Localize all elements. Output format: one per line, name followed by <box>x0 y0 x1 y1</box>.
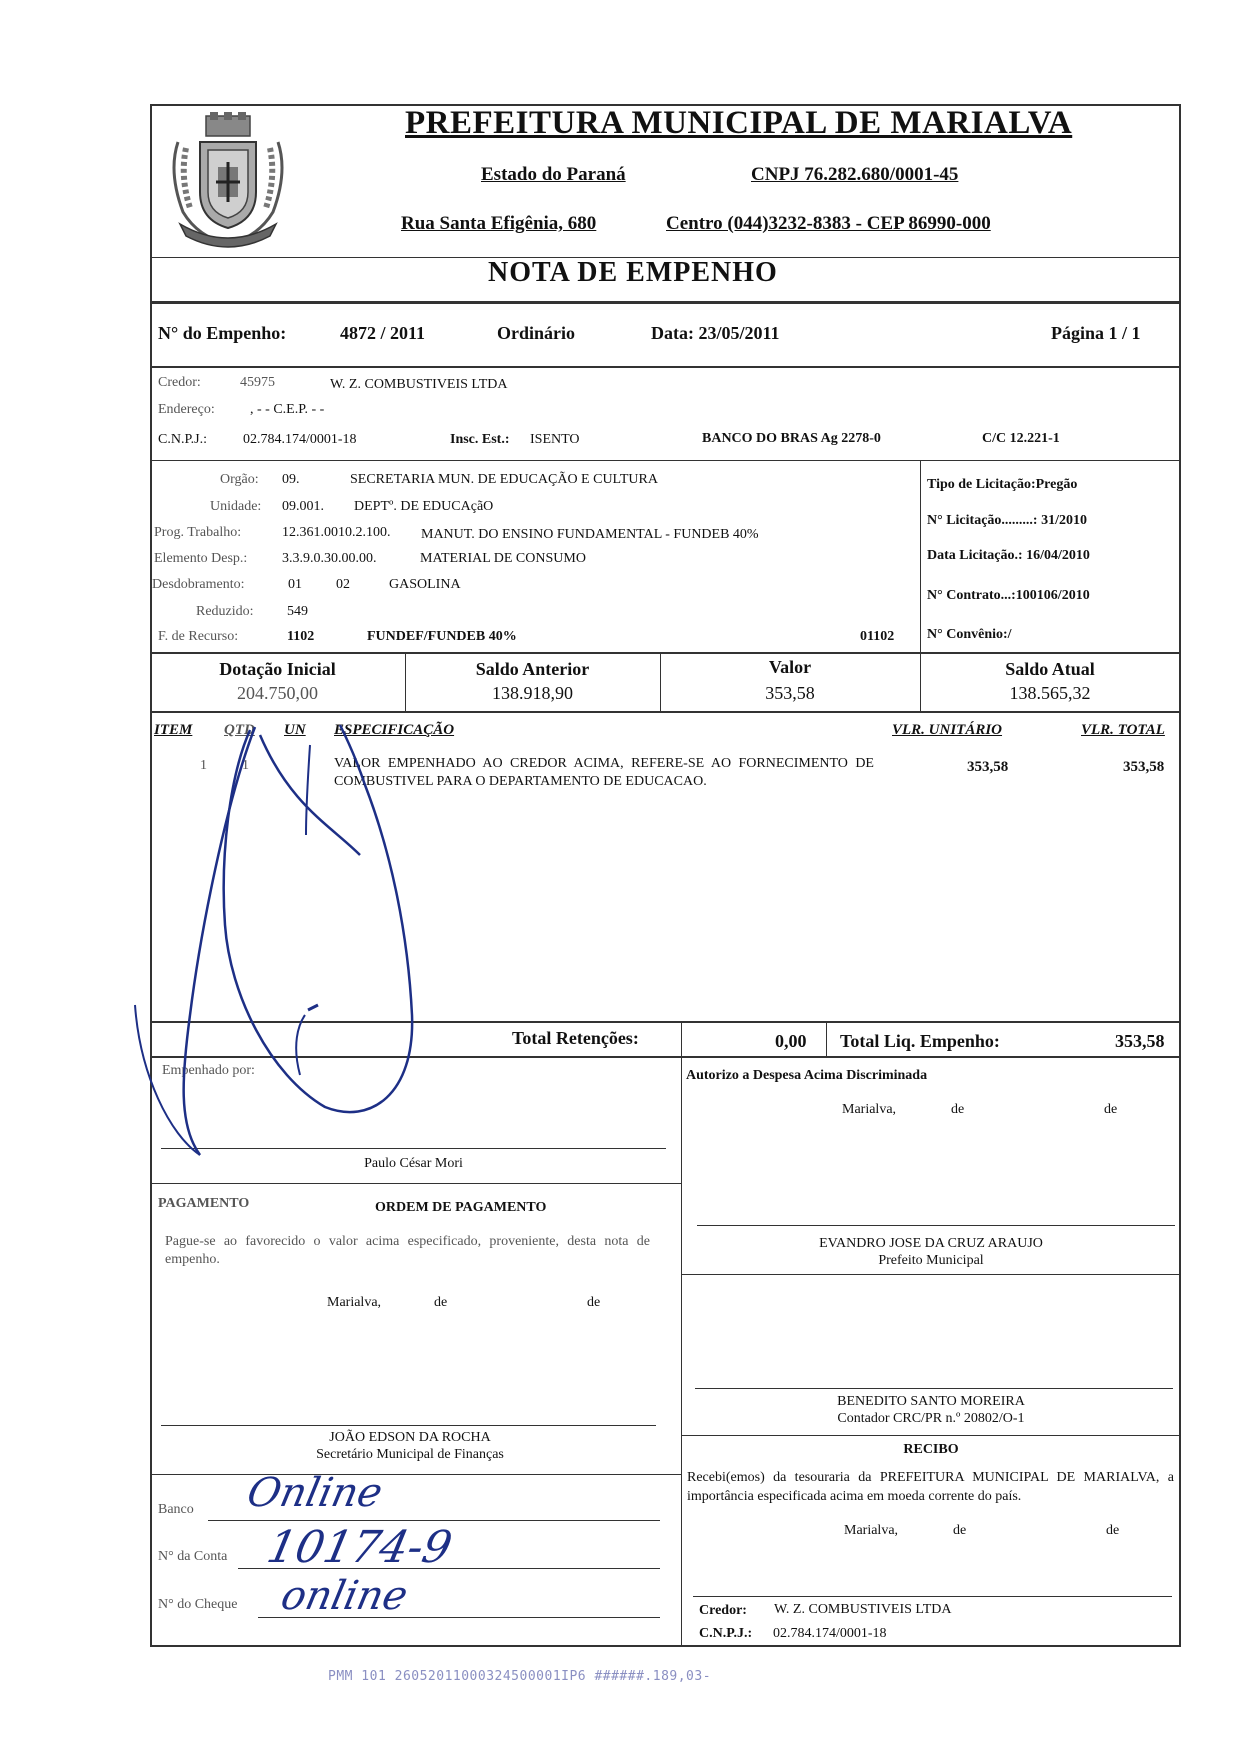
empenhado-label: Empenhado por: <box>162 1063 255 1078</box>
pagamento-de2: de <box>587 1295 601 1310</box>
empenho-page: Página 1 / 1 <box>1051 323 1141 343</box>
saldo-anterior-value: 138.918,90 <box>492 683 573 703</box>
elem-desc: MATERIAL DE CONSUMO <box>420 551 586 566</box>
col-item: ITEM <box>154 722 193 738</box>
valor-label: Valor <box>768 657 812 677</box>
recibo-place: Marialva, <box>844 1523 899 1538</box>
recibo-text: Recebi(emos) da tesouraria da PREFEITURA MUNICIPAL DE MARIALVA, a importância especificada acima em moeda corrente do país. <box>687 1470 1174 1504</box>
insc-label: Insc. Est.: <box>450 432 510 447</box>
signature-line <box>695 1388 1173 1389</box>
item-number: 1 <box>200 758 207 773</box>
recibo-credor-value: W. Z. COMBUSTIVEIS LTDA <box>774 1602 952 1617</box>
contador-name: BENEDITO SANTO MOREIRA <box>837 1394 1025 1409</box>
unidade-label: Unidade: <box>210 499 262 514</box>
saldo-atual-label: Saldo Atual <box>1005 659 1095 679</box>
credor-label: Credor: <box>158 375 201 390</box>
header-title: PREFEITURA MUNICIPAL DE MARIALVA <box>405 105 1073 141</box>
prefeito-role: Prefeito Municipal <box>878 1253 984 1268</box>
cnpj-value: 02.784.174/0001-18 <box>243 432 357 447</box>
total-retencoes-label: Total Retenções: <box>512 1028 639 1048</box>
header-address: Centro (044)3232-8383 - CEP 86990-000 <box>666 213 991 234</box>
autorizo-de1: de <box>951 1102 965 1117</box>
total-liq-value: 353,58 <box>1115 1031 1165 1051</box>
credor-name: W. Z. COMBUSTIVEIS LTDA <box>330 377 508 392</box>
divider <box>681 1056 682 1647</box>
secretario-name: JOÃO EDSON DA ROCHA <box>329 1430 491 1445</box>
conta-handwritten: 10174-9 <box>262 1522 457 1573</box>
dotacao-inicial-value: 204.750,00 <box>237 683 318 703</box>
item-unit-value: 353,58 <box>967 759 1009 775</box>
elem-value: 3.3.9.0.30.00.00. <box>282 551 377 566</box>
item-description: VALOR EMPENHADO AO CREDOR ACIMA, REFERE-SE AO FORNECIMENTO DE COMBUSTIVEL PARA O DEPARTAMENTO DE EDUCACAO. <box>334 756 874 789</box>
doc-title: NOTA DE EMPENHO <box>488 257 778 288</box>
elem-label: Elemento Desp.: <box>154 551 248 566</box>
credor-code: 45975 <box>240 375 275 390</box>
orgao-label: Orgão: <box>220 472 259 487</box>
autorizo-place: Marialva, <box>842 1102 897 1117</box>
prog-label: Prog. Trabalho: <box>154 525 242 540</box>
orgao-value: 09. <box>282 472 300 487</box>
empenho-type: Ordinário <box>497 323 576 343</box>
secretario-role: Secretário Municipal de Finanças <box>316 1447 504 1462</box>
numero-convenio: N° Convênio:/ <box>927 627 1012 642</box>
desdob-value2: 02 <box>336 577 350 592</box>
recibo-title: RECIBO <box>903 1442 959 1457</box>
banco-info: BANCO DO BRAS Ag 2278-0 <box>702 431 881 446</box>
total-liq-label: Total Liq. Empenho: <box>840 1031 1000 1051</box>
saldo-anterior-label: Saldo Anterior <box>475 659 590 679</box>
cnpj-label: C.N.P.J.: <box>158 432 208 447</box>
item-qtd: 1 <box>242 758 249 773</box>
divider <box>150 652 1181 654</box>
recibo-de2: de <box>1106 1523 1120 1538</box>
pagamento-de1: de <box>434 1295 448 1310</box>
pagamento-text: Pague-se ao favorecido o valor acima especificado, proveniente, desta nota de empenho. <box>165 1234 650 1267</box>
divider <box>681 1274 1181 1275</box>
divider <box>681 1021 682 1056</box>
fonte-label: F. de Recurso: <box>158 629 239 644</box>
divider <box>681 1435 1181 1436</box>
empenhado-name: Paulo César Mori <box>364 1156 463 1171</box>
empenho-number: 4872 / 2011 <box>340 323 426 343</box>
recibo-cnpj-value: 02.784.174/0001-18 <box>773 1626 887 1641</box>
banco-label: Banco <box>158 1502 194 1517</box>
signature-line <box>697 1225 1175 1226</box>
divider <box>150 301 1181 304</box>
header-state: Estado do Paraná <box>481 164 626 185</box>
desdob-desc: GASOLINA <box>389 577 461 592</box>
divider <box>920 460 921 652</box>
header-street: Rua Santa Efigênia, 680 <box>401 213 597 234</box>
numero-contrato: N° Contrato...:100106/2010 <box>927 588 1090 603</box>
col-vlr-unitario: VLR. UNITÁRIO <box>892 722 1003 738</box>
signature-line <box>693 1596 1172 1597</box>
divider <box>150 366 1181 368</box>
orgao-desc: SECRETARIA MUN. DE EDUCAÇÃO E CULTURA <box>350 472 658 487</box>
prog-value: 12.361.0010.2.100. <box>282 525 391 540</box>
ordem-pagamento-title: ORDEM DE PAGAMENTO <box>375 1200 547 1215</box>
signature-line <box>161 1425 656 1426</box>
unidade-desc: DEPTº. DE EDUCAçãO <box>354 499 494 514</box>
col-qtd: QTD <box>224 722 255 738</box>
recibo-cnpj-label: C.N.P.J.: <box>699 1626 753 1641</box>
empenho-label: N° do Empenho: <box>158 323 287 343</box>
banco-handwritten: Online <box>243 1470 387 1516</box>
divider <box>150 711 1181 713</box>
pagamento-place: Marialva, <box>327 1295 382 1310</box>
item-total-value: 353,58 <box>1123 759 1165 775</box>
divider <box>150 460 1181 461</box>
empenho-date: Data: 23/05/2011 <box>651 323 780 343</box>
fonte-code: 01102 <box>860 629 895 644</box>
coat-of-arms-icon <box>158 112 298 254</box>
endereco-label: Endereço: <box>158 402 215 417</box>
valor-value: 353,58 <box>765 683 815 703</box>
divider <box>150 1474 681 1475</box>
divider <box>826 1021 827 1056</box>
conta-label: N° da Conta <box>158 1549 228 1564</box>
recibo-de1: de <box>953 1523 967 1538</box>
col-especificacao: ESPECIFICAÇÃO <box>334 722 455 738</box>
data-licitacao: Data Licitação.: 16/04/2010 <box>927 548 1090 563</box>
dotacao-inicial-label: Dotação Inicial <box>219 659 336 679</box>
insc-value: ISENTO <box>530 432 580 447</box>
signature-scribble <box>130 715 470 1165</box>
total-retencoes-value: 0,00 <box>775 1031 807 1051</box>
fonte-value: 1102 <box>287 629 315 644</box>
col-un: UN <box>284 722 306 738</box>
header-cnpj: CNPJ 76.282.680/0001-45 <box>751 164 959 185</box>
cheque-label: N° do Cheque <box>158 1597 238 1612</box>
numero-licitacao: N° Licitação.........: 31/2010 <box>927 513 1087 528</box>
conta-info: C/C 12.221-1 <box>982 431 1060 446</box>
unidade-value: 09.001. <box>282 499 324 514</box>
divider <box>150 1183 681 1184</box>
autorizo-de2: de <box>1104 1102 1118 1117</box>
contador-role: Contador CRC/PR n.º 20802/O-1 <box>837 1411 1025 1426</box>
pagamento-label: PAGAMENTO <box>158 1196 250 1211</box>
reduzido-value: 549 <box>287 604 308 619</box>
autorizo-label: Autorizo a Despesa Acima Discriminada <box>686 1068 928 1083</box>
col-vlr-total: VLR. TOTAL <box>1081 722 1165 738</box>
cheque-handwritten: online <box>277 1573 412 1619</box>
prog-desc: MANUT. DO ENSINO FUNDAMENTAL - FUNDEB 40% <box>421 527 759 542</box>
fonte-desc: FUNDEF/FUNDEB 40% <box>367 629 517 644</box>
banco-line <box>208 1520 660 1521</box>
prefeito-name: EVANDRO JOSE DA CRUZ ARAUJO <box>819 1236 1043 1251</box>
tipo-licitacao: Tipo de Licitação:Pregão <box>927 477 1078 492</box>
recibo-credor-label: Credor: <box>699 1603 747 1618</box>
desdob-label: Desdobramento: <box>152 577 245 592</box>
saldo-atual-value: 138.565,32 <box>1009 683 1091 703</box>
footer-code: PMM 101 26052011000324500001IP6 ######.189,03- <box>328 1669 712 1684</box>
reduzido-label: Reduzido: <box>196 604 254 619</box>
desdob-value1: 01 <box>288 577 302 592</box>
endereco-value: , - - C.E.P. - - <box>250 402 325 417</box>
